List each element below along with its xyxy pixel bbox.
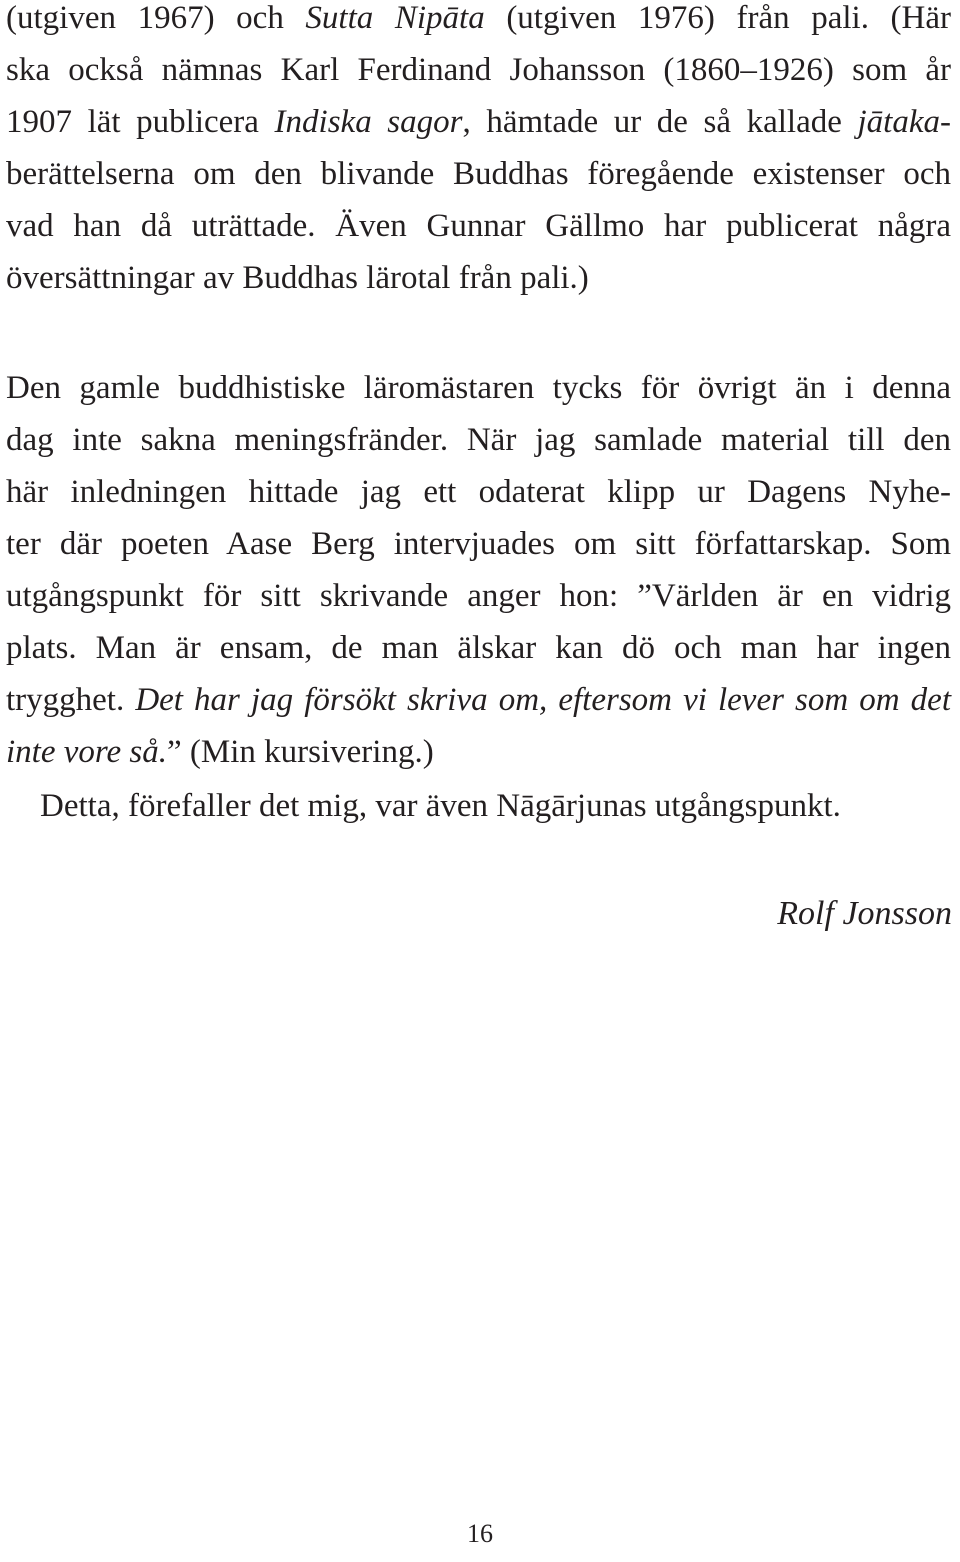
- text-span: ” (Min kursivering.): [167, 734, 434, 770]
- text-line: [6, 0, 951, 44]
- text-span: trygghet.: [6, 682, 136, 718]
- text-span: (utgiven 1976) från pali. (Här: [484, 0, 952, 36]
- text-line: [6, 96, 951, 148]
- text-line: plats. Man är ensam, de man älskar kan dö och man har ingen: [6, 630, 951, 666]
- text-line: berättelserna om den blivande Buddhas föregående existenser och: [6, 156, 951, 192]
- text-span: 1907 lät publicera: [6, 104, 275, 140]
- text-line: vad han då uträttade. Även Gunnar Gällmo har publicerat några: [6, 208, 951, 244]
- italic-term: jātaka-: [857, 104, 951, 140]
- text-line: Den gamle buddhistiske läromästaren tycks för övrigt än i denna: [6, 370, 951, 406]
- text-line: Detta, förefaller det mig, var även Nāgārjunas utgångspunkt.: [40, 788, 841, 824]
- text-line: [6, 726, 951, 778]
- italic-quote: inte vore så.: [6, 734, 167, 770]
- text-span: (utgiven 1967) och: [6, 0, 306, 36]
- text-line: dag inte sakna meningsfränder. När jag samlade material till den: [6, 422, 951, 458]
- author-signature: Rolf Jonsson: [777, 895, 952, 932]
- text-line: ter där poeten Aase Berg intervjuades om sitt författarskap. Som: [6, 526, 951, 562]
- text-line: här inledningen hittade jag ett odaterat klipp ur Dagens Nyhe-: [6, 474, 951, 510]
- text-line: utgångspunkt för sitt skrivande anger hon: ”Världen är en vidrig: [6, 578, 951, 614]
- text-line: ska också nämnas Karl Ferdinand Johansson (1860–1926) som år: [6, 52, 951, 88]
- text-span: , hämtade ur de så kallade: [462, 104, 858, 140]
- italic-quote: Det har jag försökt skriva om, eftersom vi lever som om det: [135, 682, 951, 718]
- text-line: [6, 674, 951, 726]
- italic-title: Sutta Nipāta: [305, 0, 485, 36]
- italic-title: Indiska sagor: [274, 104, 463, 140]
- page-number: 16: [467, 1519, 493, 1548]
- text-line: översättningar av Buddhas lärotal från pali.): [6, 260, 589, 296]
